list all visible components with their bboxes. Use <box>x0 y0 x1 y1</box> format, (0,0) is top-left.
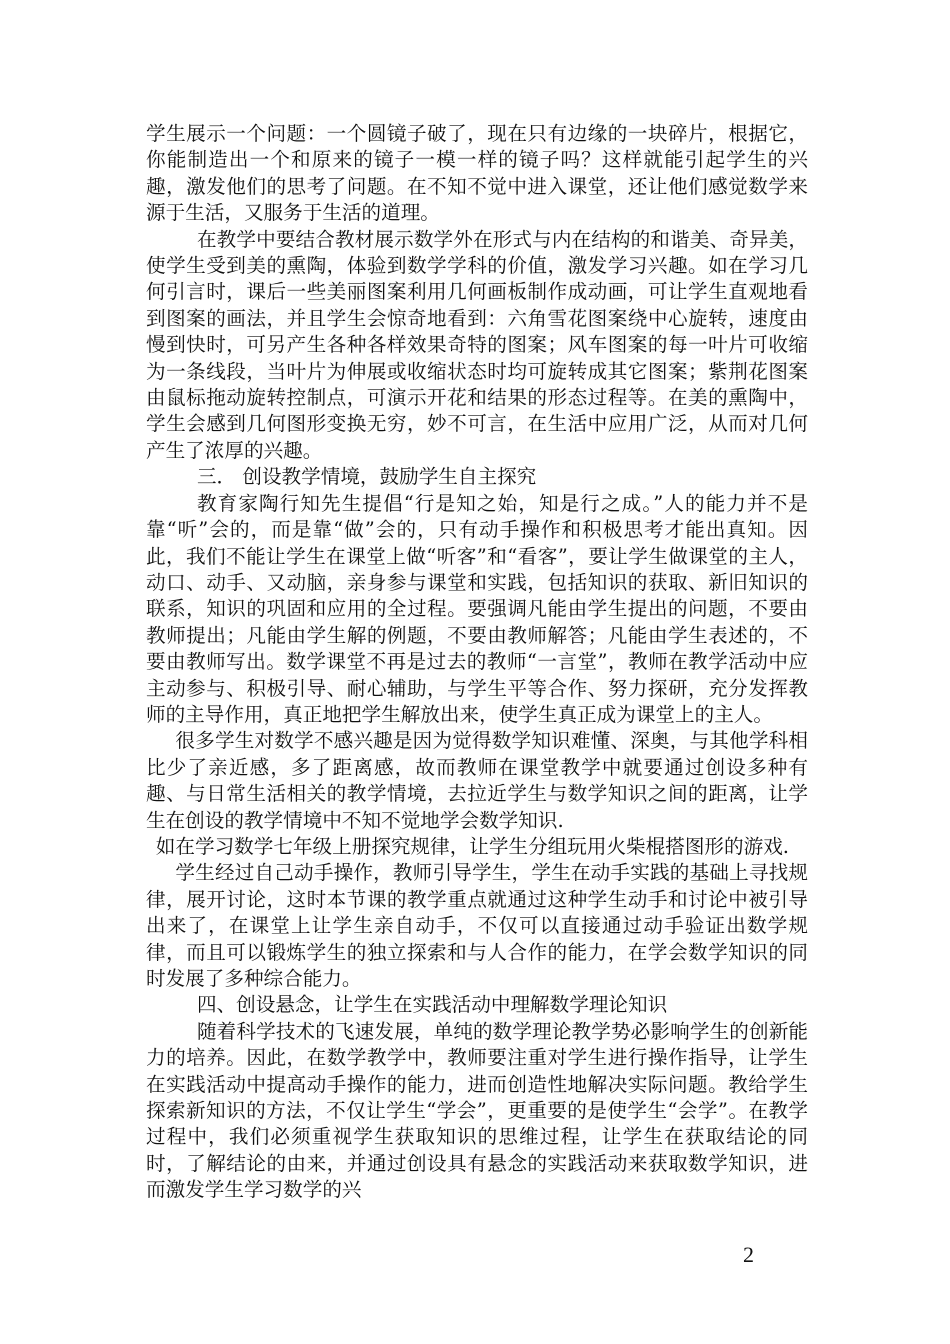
paragraph-hands-on: 学生经过自己动手操作，教师引导学生，学生在动手实践的基础上寻找规律，展开讨论，这时本节课的教学重点就通过这种学生动手和讨论中被引导出来了，在课堂上让学生亲自动手，不仅可以直接通过动手验证出数学规律，而且可以锻炼学生的独立探索和与人合作的能力，在学会数学知识的同时发展了多种综合能力。 <box>146 861 808 990</box>
paragraph-teaching-situation: 很多学生对数学不感兴趣是因为觉得数学知识难懂、深奥，与其他学科相比少了亲近感，多了距离感，故而教师在课堂教学中就要通过创设多种有趣、与日常生活相关的教学情境，去拉近学生与数学知识之间的距离，让学生在创设的教学情境中不知不觉地学会数学知识. <box>146 729 808 832</box>
paragraph-practice-activities: 随着科学技术的飞速发展，单纯的数学理论教学势必影响学生的创新能力的培养。因此，在数学教学中，教师要注重对学生进行操作指导，让学生在实践活动中提高动手操作的能力，进而创造性地解决实际问题。教给学生探索新知识的方法，不仅让学生“学会”，更重要的是使学生“会学”。在教学过程中，我们必须重视学生获取知识的思维过程，让学生在获取结论的同时，了解结论的由来，并通过创设具有悬念的实践活动来获取数学知识，进而激发学生学习数学的兴 <box>146 1019 808 1202</box>
page-number: 2 <box>743 1242 754 1267</box>
document-body <box>146 121 808 1204</box>
paragraph-mirror-problem: 学生展示一个问题：一个圆镜子破了，现在只有边缘的一块碎片，根据它，你能制造出一个和原来的镜子一模一样的镜子吗？这样就能引起学生的兴趣，激发他们的思考了问题。在不知不觉中进入课堂，还让他们感觉数学来源于生活，又服务于生活的道理。 <box>146 122 808 225</box>
paragraph-tao-xingzhi: 教育家陶行知先生提倡“行是知之始，知是行之成。”人的能力并不是靠“听”会的，而是靠“做”会的，只有动手操作和积极思考才能出真知。因此，我们不能让学生在课堂上做“听客”和“看客”，要让学生做课堂的主人，动口、动手、又动脑，亲身参与课堂和实践，包括知识的获取、新旧知识的联系，知识的巩固和应用的全过程。要强调凡能由学生提出的问题，不要由教师提出；凡能由学生解的例题，不要由教师解答；凡能由学生表述的，不要由教师写出。数学课堂不再是过去的教师“一言堂”，教师在教学活动中应主动参与、积极引导、耐心辅助，与学生平等合作、努力探研，充分发挥教师的主导作用，真正地把学生解放出来，使学生真正成为课堂上的主人。 <box>146 491 808 726</box>
section-heading-four: 四、创设悬念，让学生在实践活动中理解数学理论知识 <box>196 993 668 1017</box>
section-heading-three: 三． 创设教学情境，鼓励学生自主探究 <box>196 465 537 489</box>
paragraph-math-beauty: 在教学中要结合教材展示数学外在形式与内在结构的和谐美、奇异美，使学生受到美的熏陶，体验到数学学科的价值，激发学习兴趣。如在学习几何引言时，课后一些美丽图案利用几何画板制作成动画，可让学生直观地看到图案的画法，并且学生会惊奇地看到：六角雪花图案绕中心旋转，速度由慢到快时，可另产生各种各样效果奇特的图案；风车图案的每一叶片可收缩为一条线段，当叶片为伸展或收缩状态时均可旋转成其它图案；紫荆花图案由鼠标拖动旋转控制点，可演示开花和结果的形态过程等。在美的熏陶中，学生会感到几何图形变换无穷，妙不可言，在生活中应用广泛，从而对几何产生了浓厚的兴趣。 <box>146 227 808 462</box>
paragraph-matchstick-example: 如在学习数学七年级上册探究规律，让学生分组玩用火柴棍搭图形的游戏. <box>155 834 790 858</box>
